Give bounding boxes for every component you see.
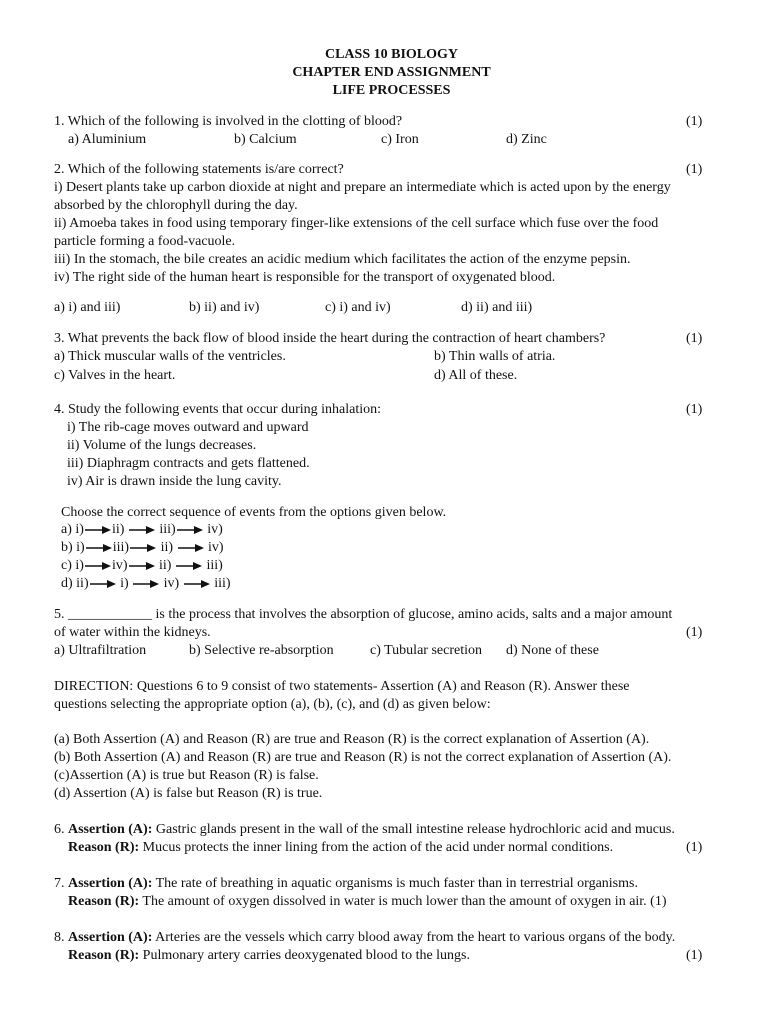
arrow-right-icon bbox=[133, 579, 159, 589]
q1-marks: (1) bbox=[686, 114, 703, 129]
q5-text: 5. ____________ is the process that involves the absorption of glucose, amino acids, salts and a major amount bbox=[54, 607, 673, 622]
q2-statement-line: particle forming a food-vacuole. bbox=[54, 234, 236, 249]
q4-event: iv) Air is drawn inside the lung cavity. bbox=[67, 474, 282, 489]
question-number: 8. bbox=[54, 930, 65, 945]
direction-choice-b: (b) Both Assertion (A) and Reason (R) are true and Reason (R) is not the correct explanation of Assertion (A). bbox=[54, 750, 672, 765]
assertion-label: Assertion (A): bbox=[68, 822, 153, 837]
arrow-right-icon bbox=[184, 579, 210, 589]
assertion-text: The rate of breathing in aquatic organisms is much faster than in terrestrial organisms. bbox=[155, 876, 638, 891]
q6-assertion bbox=[54, 821, 675, 839]
q2-option-a: a) i) and iii) bbox=[54, 300, 121, 315]
sequence-start: d) ii) bbox=[61, 576, 89, 591]
q1-text: 1. Which of the following is involved in the clotting of blood? bbox=[54, 114, 403, 129]
q5-option-d: d) None of these bbox=[506, 643, 599, 658]
q4-text: 4. Study the following events that occur during inhalation: bbox=[54, 402, 381, 417]
arrow-right-icon bbox=[129, 525, 155, 535]
sequence-step: i) bbox=[120, 576, 129, 591]
q6-marks: (1) bbox=[686, 840, 703, 855]
arrow-right-icon bbox=[177, 525, 203, 535]
q4-event: ii) Volume of the lungs decreases. bbox=[67, 438, 257, 453]
question-number: 7. bbox=[54, 876, 65, 891]
q5-option-b: b) Selective re-absorption bbox=[189, 643, 334, 658]
q3-option-d: d) All of these. bbox=[434, 368, 518, 383]
direction-choice-c: (c)Assertion (A) is true but Reason (R) is false. bbox=[54, 768, 319, 783]
q2-statement-line: ii) Amoeba takes in food using temporary finger-like extensions of the cell surface which fuse over the food bbox=[54, 216, 659, 231]
arrow-right-icon bbox=[130, 543, 156, 553]
arrow-right-icon bbox=[90, 579, 116, 589]
q4-option-c bbox=[61, 557, 223, 575]
q4-event: iii) Diaphragm contracts and gets flattened. bbox=[67, 456, 310, 471]
q3-option-a: a) Thick muscular walls of the ventricles. bbox=[54, 349, 286, 364]
reason-text: Pulmonary artery carries deoxygenated blood to the lungs. bbox=[142, 948, 471, 963]
q7-assertion bbox=[54, 875, 638, 893]
q3-text: 3. What prevents the back flow of blood inside the heart during the contraction of heart chambers? bbox=[54, 331, 606, 346]
q6-reason bbox=[68, 839, 613, 857]
sequence-step: ii) bbox=[111, 522, 125, 537]
sequence-step: iii) bbox=[206, 558, 223, 573]
assertion-label: Assertion (A): bbox=[68, 930, 153, 945]
q4-event: i) The rib-cage moves outward and upward bbox=[67, 420, 309, 435]
q5-option-a: a) Ultrafiltration bbox=[54, 643, 147, 658]
arrow-right-icon bbox=[178, 543, 204, 553]
direction-choice-a: (a) Both Assertion (A) and Reason (R) are true and Reason (R) is the correct explanation of Assertion (A). bbox=[54, 732, 650, 747]
arrow-right-icon bbox=[85, 561, 111, 571]
assertion-text: Arteries are the vessels which carry blood away from the heart to various organs of the body. bbox=[155, 930, 676, 945]
q3-option-c: c) Valves in the heart. bbox=[54, 368, 176, 383]
direction-text: DIRECTION: Questions 6 to 9 consist of two statements- Assertion (A) and Reason (R). Answer these bbox=[54, 679, 630, 694]
header-class: CLASS 10 BIOLOGY bbox=[324, 47, 459, 62]
sequence-start: a) i) bbox=[61, 522, 84, 537]
arrow-right-icon bbox=[85, 525, 111, 535]
q1-option-b: b) Calcium bbox=[234, 132, 297, 147]
sequence-step: ii) bbox=[159, 558, 172, 573]
sequence-start: c) i) bbox=[61, 558, 84, 573]
reason-text: Mucus protects the inner lining from the action of the acid under normal conditions. bbox=[142, 840, 614, 855]
q4-marks: (1) bbox=[686, 402, 703, 417]
q2-statement-line: absorbed by the chlorophyll during the day. bbox=[54, 198, 298, 213]
q5-option-c: c) Tubular secretion bbox=[370, 643, 482, 658]
sequence-step: iii) bbox=[159, 522, 176, 537]
header-chapter: LIFE PROCESSES bbox=[332, 83, 451, 98]
reason-label: Reason (R): bbox=[68, 894, 140, 909]
sequence-start: b) i) bbox=[61, 540, 85, 555]
q2-statement-line: iii) In the stomach, the bile creates an acidic medium which facilitates the action of the enzyme pepsin. bbox=[54, 252, 631, 267]
q3-marks: (1) bbox=[686, 331, 703, 346]
assertion-text: Gastric glands present in the wall of the small intestine release hydrochloric acid and mucus. bbox=[155, 822, 675, 837]
direction-text-continued: questions selecting the appropriate option (a), (b), (c), and (d) as given below: bbox=[54, 697, 491, 712]
q7-reason bbox=[68, 893, 667, 911]
q5-marks: (1) bbox=[686, 625, 703, 640]
sequence-step: iii) bbox=[112, 540, 130, 555]
q2-marks: (1) bbox=[686, 162, 703, 177]
q2-option-b: b) ii) and iv) bbox=[189, 300, 260, 315]
q8-marks: (1) bbox=[686, 948, 703, 963]
sequence-step: iv) bbox=[208, 540, 224, 555]
q4-instruction: Choose the correct sequence of events from the options given below. bbox=[61, 505, 447, 520]
q5-text-continued: of water within the kidneys. bbox=[54, 625, 211, 640]
q2-statement-line: i) Desert plants take up carbon dioxide at night and prepare an intermediate which is acted upon by the energy bbox=[54, 180, 671, 195]
arrow-right-icon bbox=[129, 561, 155, 571]
header-assignment: CHAPTER END ASSIGNMENT bbox=[292, 65, 491, 80]
q3-option-b: b) Thin walls of atria. bbox=[434, 349, 556, 364]
q4-option-d bbox=[61, 575, 231, 593]
reason-label: Reason (R): bbox=[68, 840, 140, 855]
q1-option-d: d) Zinc bbox=[506, 132, 547, 147]
sequence-step: iv) bbox=[111, 558, 128, 573]
sequence-step: iv) bbox=[207, 522, 223, 537]
reason-text: The amount of oxygen dissolved in water is much lower than the amount of oxygen in air. (1) bbox=[142, 894, 667, 909]
q1-option-a: a) Aluminium bbox=[68, 132, 147, 147]
q4-option-b bbox=[61, 539, 224, 557]
q2-option-d: d) ii) and iii) bbox=[461, 300, 533, 315]
arrow-right-icon bbox=[176, 561, 202, 571]
direction-choice-d: (d) Assertion (A) is false but Reason (R) is true. bbox=[54, 786, 323, 801]
sequence-step: ii) bbox=[160, 540, 174, 555]
sequence-step: iv) bbox=[163, 576, 180, 591]
question-number: 6. bbox=[54, 822, 65, 837]
q1-option-c: c) Iron bbox=[381, 132, 419, 147]
q4-option-a bbox=[61, 521, 223, 539]
q2-statement-line: iv) The right side of the human heart is responsible for the transport of oxygenated blood. bbox=[54, 270, 556, 285]
arrow-right-icon bbox=[86, 543, 112, 553]
q2-text: 2. Which of the following statements is/are correct? bbox=[54, 162, 344, 177]
q8-reason bbox=[68, 947, 470, 965]
q8-assertion bbox=[54, 929, 675, 947]
assertion-label: Assertion (A): bbox=[68, 876, 153, 891]
q2-option-c: c) i) and iv) bbox=[325, 300, 391, 315]
sequence-step: iii) bbox=[214, 576, 231, 591]
reason-label: Reason (R): bbox=[68, 948, 140, 963]
